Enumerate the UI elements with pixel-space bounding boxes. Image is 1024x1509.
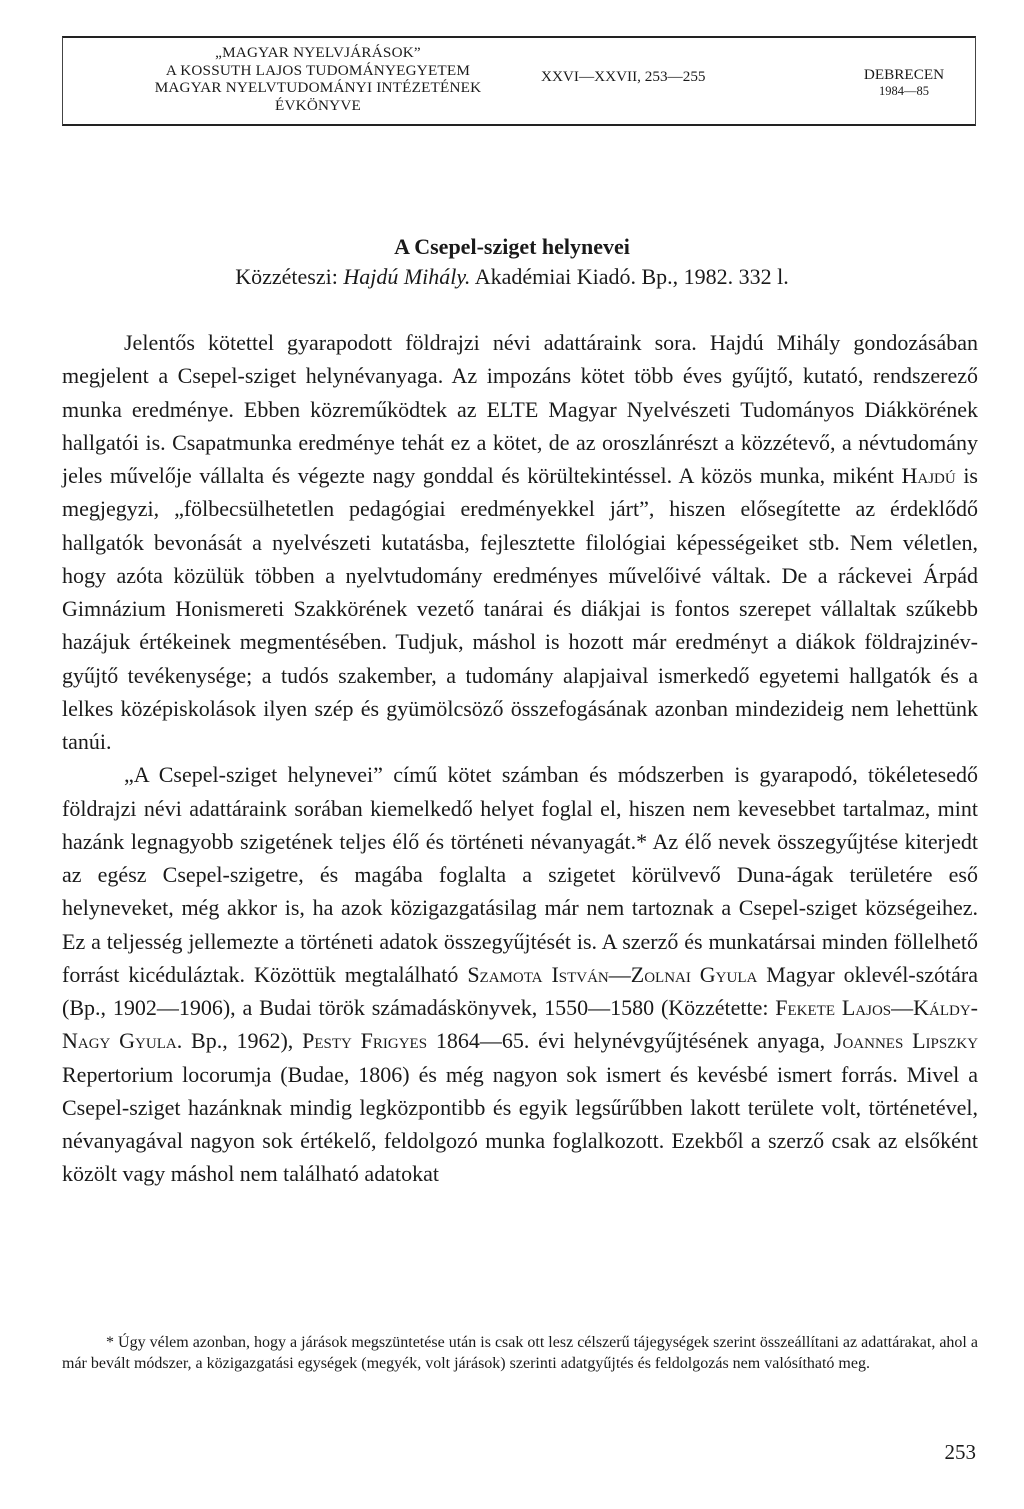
footnote-text: * Úgy vélem azonban, hogy a járások megszüntetése után is csak ott lesz célszerű tájegységek szerint összeállítani az adattárakat, ahol a már bevált módszer, a közigazgatási egységek (megyék, volt járások) szerinti adatgyűjtés és feldolgozás nem valósítható meg. <box>62 1334 978 1372</box>
years: 1984—85 <box>879 84 929 98</box>
text-run: 1864—65. évi helynévgyűjtésének anyaga, <box>427 1028 834 1054</box>
cited-name: Szamota István—Zolnai Gyula <box>467 961 758 987</box>
cited-name: Joannes Lipszky <box>833 1028 979 1054</box>
text-run: Repertorium locorumja (Budae, 1806) és még nagyon sok ismert és kevésbé ismert forrás. Mivel a Csepel-sziget hazánknak mindig legközpontibb és egyik legsűrűbben lakott területe volt, történetével, névanyagával nagyon sok értékelő, feldolgozó munka foglalkozott. Ezekből a szerző csak az elsőként közölt vagy máshol nem található adatokat <box>62 1061 978 1187</box>
place-date <box>829 66 979 100</box>
bibliographic-line <box>0 264 1024 290</box>
text-run: Jelentős kötettel gyarapodott földrajzi névi adattáraink sora. Hajdú Mihály gondozásában megjelent a Csepel-sziget helynévanyaga. Az impozáns kötet több éves gyűjtő, kutató, rendszerező munka eredménye. Ebben közreműködtek az ELTE Magyar Nyelvészeti Tudományos Diákkörének hallgatói is. Csapatmunka eredménye tehát ez a kötet, de az oroszlánrészt a közzétevő, a névtudomány jeles művelője vállalta és végezte nagy gonddal és körültekintéssel. A közös munka, miként <box>62 330 978 488</box>
biblio-author: Hajdú Mihály. <box>343 264 471 289</box>
paragraph-1 <box>62 326 978 758</box>
text-run: Magyar oklevél-szótára (Bp., 1902—1906), a Budai török számadáskönyvek, 1550—1580 (Közzétette: <box>62 961 978 1020</box>
journal-name-line: MAGYAR NYELVTUDOMÁNYI INTÉZETÉNEK <box>154 79 482 96</box>
cited-name: Pesty Frigyes <box>302 1028 428 1054</box>
volume-pages: XXVI—XXVII, 253—255 <box>541 68 706 85</box>
page-number: 253 <box>944 1440 976 1464</box>
text-run: „A Csepel-sziget helynevei” című kötet számban és módszerben is gyarapodó, tökéletesedő földrajzi névi adattáraink sorában kiemelkedő helyet foglal el, hiszen nem kevesebbet tartalmaz, mint hazánk legnagyobb szigetének teljes élő és történeti névanyagát.* Az élő nevek összegyűjtése kiterjedt az egész Csepel-szigetre, és magába foglalta a szigetet körülvevő Duna-ágak területére eső helyneveket, még akkor is, ha azok közigazgatásilag már nem tartoznak a Csepel-sziget községeihez. Ez a teljesség jellemezte a történeti adatok összegyűjtését is. A szerző és munkatársai minden föllelhető forrást kicéduláztak. Közöttük megtalálható <box>62 762 978 987</box>
cited-name: Fekete Lajos—Káldy-Nagy Gyula. <box>62 995 978 1054</box>
journal-name-line: A KOSSUTH LAJOS TUDOMÁNYEGYETEM <box>165 61 471 79</box>
cited-name: Hajdú <box>901 463 956 488</box>
text-run: Bp., 1962), <box>182 1028 303 1054</box>
city: DEBRECEN <box>863 66 945 83</box>
journal-name-line: ÉVKÖNYVE <box>275 96 361 114</box>
journal-name <box>73 44 563 114</box>
article-title: A Csepel-sziget helynevei <box>394 234 630 259</box>
paragraph-2 <box>62 758 978 1190</box>
biblio-details: Akadémiai Kiadó. Bp., 1982. 332 l. <box>470 264 789 289</box>
article-body <box>62 326 978 1191</box>
journal-name-line: „MAGYAR NYELVJÁRÁSOK” <box>215 44 421 61</box>
text-run: is megjegyzi, „fölbecsülhetetlen pedagógiai eredményekkel járt”, hiszen elősegítette az érdeklődő hallgatók bevonását a nyelvészeti kutatásba, fejlesztette filológiai képességeiket stb. Nem véletlen, hogy azóta közülük többen a nyelvtudomány eredményes művelőivé váltak. De a ráckevei Árpád Gimnázium Honismereti Szakkörének vezető tanárai és diákjai is fontos szerepet vállaltak szűkebb hazájuk értékeinek megmentésében. Tudjuk, máshol is hozott már eredményt a diákok földrajzinév-gyűjtő tevékenysége; a tudós szakember, a tudomány alapjaival ismerkedő egyetemi hallgatók és a lelkes középiskolások ilyen szép és gyümölcsöző összefogásának azonban mindezideig nem lehettünk tanúi. <box>62 463 978 754</box>
biblio-prefix: Közzéteszi: <box>235 264 344 289</box>
footnote <box>62 1333 978 1374</box>
journal-header <box>62 36 976 126</box>
